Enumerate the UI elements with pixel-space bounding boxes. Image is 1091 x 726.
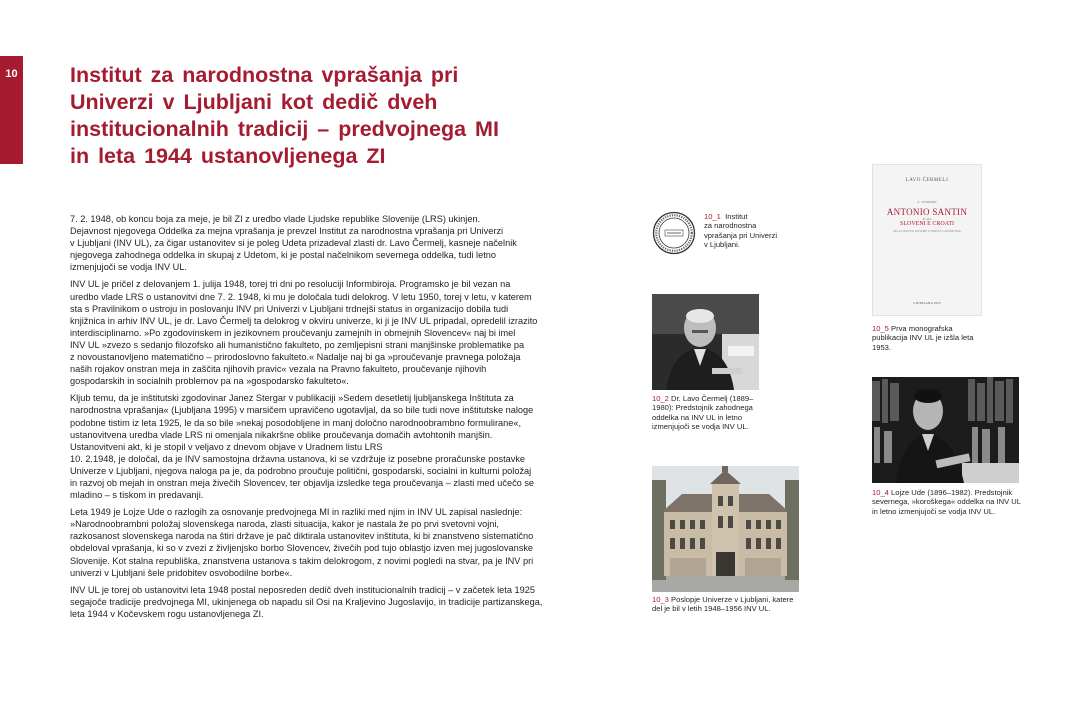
title-line: Univerzi v Ljubljani kot dedič dveh xyxy=(70,90,438,114)
caption-line: Poslopje Univerze v Ljubljani, katere xyxy=(671,595,794,604)
caption-number: 10_1 xyxy=(704,212,721,221)
caption-line: za narodnostna xyxy=(704,221,757,231)
book-small-text: Z. VERDNIK xyxy=(917,200,937,204)
text-line: mladino – s tiskom in predavanji. xyxy=(70,490,204,501)
caption-10-4 xyxy=(872,488,1021,516)
text-line: INV UL je torej ob ustanovitvi leta 1948 postal neposreden dedič dveh institucionalnih tradicij – v začetek leta 1925 xyxy=(70,584,535,595)
portrait-cermelj-photo xyxy=(652,294,759,390)
caption-line: 1953. xyxy=(872,342,892,352)
text-line: njegovega zahodnega oddelka in skupaj z Udetom, ki je postal načelnikom severnega oddelka, tudi letno xyxy=(70,250,496,261)
text-line: z novoustanovljeno matematično – prirodoslovno fakulteto.« Nadalje naj bi ga »proučevanje pravnega položaja xyxy=(70,352,521,363)
caption-number: 10_2 xyxy=(652,394,669,403)
text-line: INV UL »zvezo s sedanjo filozofsko ali humanistično fakulteto, po zemljepisni strani manjšinske problematike pa xyxy=(70,339,525,350)
caption-line: v Ljubljani. xyxy=(704,240,740,250)
text-line: sta s Pravilnikom o ustroju in poslovanju INV pri Univerzi v Ljubljani trdnejši status in organizacijo dobila tudi xyxy=(70,303,509,314)
text-line: Slovenije. Kot stalna republiška, znanstvena ustanova s takim delokrogom, z novimi pogledi na stvar, pa je INV pri xyxy=(70,555,534,566)
text-line: Leta 1949 je Lojze Ude o razlogih za osnovanje predvojnega MI in razliki med njim in INV UL zapisal naslednje: xyxy=(70,507,523,518)
text-line: ustanovitvena uredba vlade LRS ni omenjala nikakršne oblike proučevanja domačih avtohtonih manjšin. xyxy=(70,429,493,440)
caption-line: severnega, »koroškega« oddelka na INV UL xyxy=(872,497,1022,507)
title-line: in leta 1944 ustanovljenega ZI xyxy=(70,144,386,168)
page-number-tab xyxy=(0,56,23,164)
caption-line: vprašanja pri Univerzi xyxy=(704,230,778,240)
text-line: izmenjujoči se vodja INV UL. xyxy=(70,262,187,273)
caption-10-5 xyxy=(872,324,973,352)
text-line: in razvoj ob mejah in onstran meja živečih Slovencev, ter objavlja izsledke tega proučevanja – zlasti med učečo se xyxy=(70,477,535,488)
book-cover xyxy=(872,164,982,316)
text-line: Univerze v Ljubljani, njegova naloga pa je, da podrobno proučuje politični, gospodarski, socialni in kulturni položaj xyxy=(70,465,532,476)
title-line: institucionalnih tradicij – predvojnega MI xyxy=(70,117,499,141)
text-line: interdisciplinarno. »Po zgodovinskem in jezikovnem proučevanju zamejnih in obmejnih Slovencev« naj bi imel xyxy=(70,327,516,338)
text-line: 7. 2. 1948, ob koncu boja za meje, je bil ZI z uredbo vlade Ljudske republike Slovenije (LRS) ukinjen. xyxy=(70,214,481,224)
portrait-ude-photo xyxy=(872,377,1019,483)
caption-line: Institut xyxy=(725,212,748,221)
page-title xyxy=(70,62,590,170)
text-line: univerzi v Ljubljani šele pridobitev osvobodilne borbe«. xyxy=(70,567,293,578)
page-number: 10 xyxy=(5,68,18,80)
paragraph xyxy=(70,213,592,273)
caption-line: Prva monografska xyxy=(891,324,953,333)
book-title-subject: SLOVENI E CROATI xyxy=(900,221,954,227)
text-line: segajoče tradicije predvojnega MI, ukinjenega ob napadu sil Osi na Kraljevino Jugoslavijo, in tradicije partizanskega, xyxy=(70,596,543,607)
caption-number: 10_4 xyxy=(872,488,889,497)
text-line: razkosanost slovenskega naroda na štiri države je pač diktirala ustanovitev inštituta, ki bi znanstveno sistematično xyxy=(70,531,534,542)
text-line: INV UL je pričel z delovanjem 1. julija 1948, torej tri dni po resoluciji Informbiroja. Programsko je bil vezan na xyxy=(70,279,511,290)
caption-line: Dr. Lavo Čermelj (1889– xyxy=(671,394,754,403)
title-line: Institut za narodnostna vprašanja pri xyxy=(70,63,459,87)
caption-line: oddelka na INV UL in letno xyxy=(652,412,743,422)
text-line: leta 1944 v Kočevskem rogu ustanovljenega ZI. xyxy=(70,608,264,619)
caption-line: Lojze Ude (1896–1982). Predstojnik xyxy=(891,488,1013,497)
paragraph xyxy=(70,278,592,387)
text-line: uredbo vlade LRS o ustanovitvi dne 7. 2. 1948, ki mu je določala tudi delokrog. V letu 1950, torej v letu, v katerem xyxy=(70,291,532,302)
institute-stamp xyxy=(652,211,696,255)
paragraph xyxy=(70,584,592,620)
caption-number: 10_5 xyxy=(872,324,889,333)
caption-line: del je bil v letih 1948–1956 INV UL. xyxy=(652,604,771,614)
caption-line: publikacija INV UL je izšla leta xyxy=(872,333,974,343)
text-line: knjižnica in arhiv INV UL, je dr. Lavo Čermelj ta delokrog v okviru univerze, ki ji je INV UL pripadal, opredelil izrazito xyxy=(70,315,538,326)
caption-line: 1980): Predstojnik zahodnega xyxy=(652,403,753,413)
caption-line: in letno izmenjujoči se vodja INV UL. xyxy=(872,506,996,516)
text-line: podobne tistim iz leta 1925, le da so bile »nekaj posodobljene in manj določno narodnoobrambno formulirane«, xyxy=(70,417,521,428)
text-line: Kljub temu, da je inštitutski zgodovinar Janez Stergar v publikaciji »Sedem desetletij ljubljanskega Inštituta za xyxy=(70,393,514,404)
paragraph xyxy=(70,392,592,501)
text-line: obdeloval vprašanja, ki so v zvezi z življenjsko borbo Slovencev, živečih pod tujo oblastjo izven mej jugoslovanske xyxy=(70,543,534,554)
university-building-photo xyxy=(652,466,799,592)
caption-10-3 xyxy=(652,595,793,614)
text-line: narodnostna vprašanja« (Ljubljana 1995) v marsičem upravičeno ugotavljal, da so bile tudi nove inštitutske naloge xyxy=(70,405,534,416)
caption-number: 10_3 xyxy=(652,595,669,604)
book-footer: LJUBLJANA 1953 xyxy=(913,301,941,305)
book-title-conj: E GLI xyxy=(922,217,932,221)
text-line: »Narodnoobrambni položaj slovenskega naroda, zlasti situacija, kakor je nastala že po prvi svetovni vojni, xyxy=(70,519,499,530)
body-text xyxy=(70,213,592,625)
book-title-name: ANTONIO SANTIN xyxy=(886,207,968,217)
text-line: Dejavnost njegovega Oddelka za mejna vprašanja je prevzel Institut za narodnostna vprašanja pri Univerzi xyxy=(70,226,504,237)
book-tagline: DELLA DIOCESI DI FIUME E TRIESTE-CAPODISTRIA xyxy=(893,230,961,233)
caption-line: izmenjujoči se vodja INV UL. xyxy=(652,422,749,432)
paragraph xyxy=(70,506,592,579)
text-line: 10. 2.1948, je določal, da je INV samostojna državna ustanova, ki se vzdržuje iz posebne proračunske postavke xyxy=(70,453,526,464)
caption-10-1 xyxy=(704,212,777,250)
text-line: gospodarskih in socialnih problemov pa na »gospodarsko fakulteto«. xyxy=(70,376,349,387)
text-line: naših rojakov onstran meja in zaščita njihovih pravic« vezala na Pravno fakulteto, proučevanje njihovih xyxy=(70,364,487,375)
text-line: Ustanovitveni akt, ki je stopil v veljavo z dnevom objave v Uradnem listu LRS xyxy=(70,441,383,452)
text-line: v Ljubljani (INV UL), za čigar ustanovitev si je poleg Udeta prizadeval zlasti dr. Lavo Čermelj, kasneje načelnik xyxy=(70,238,517,249)
book-author: LAVO ČERMELJ xyxy=(905,178,949,183)
caption-10-2 xyxy=(652,394,753,432)
